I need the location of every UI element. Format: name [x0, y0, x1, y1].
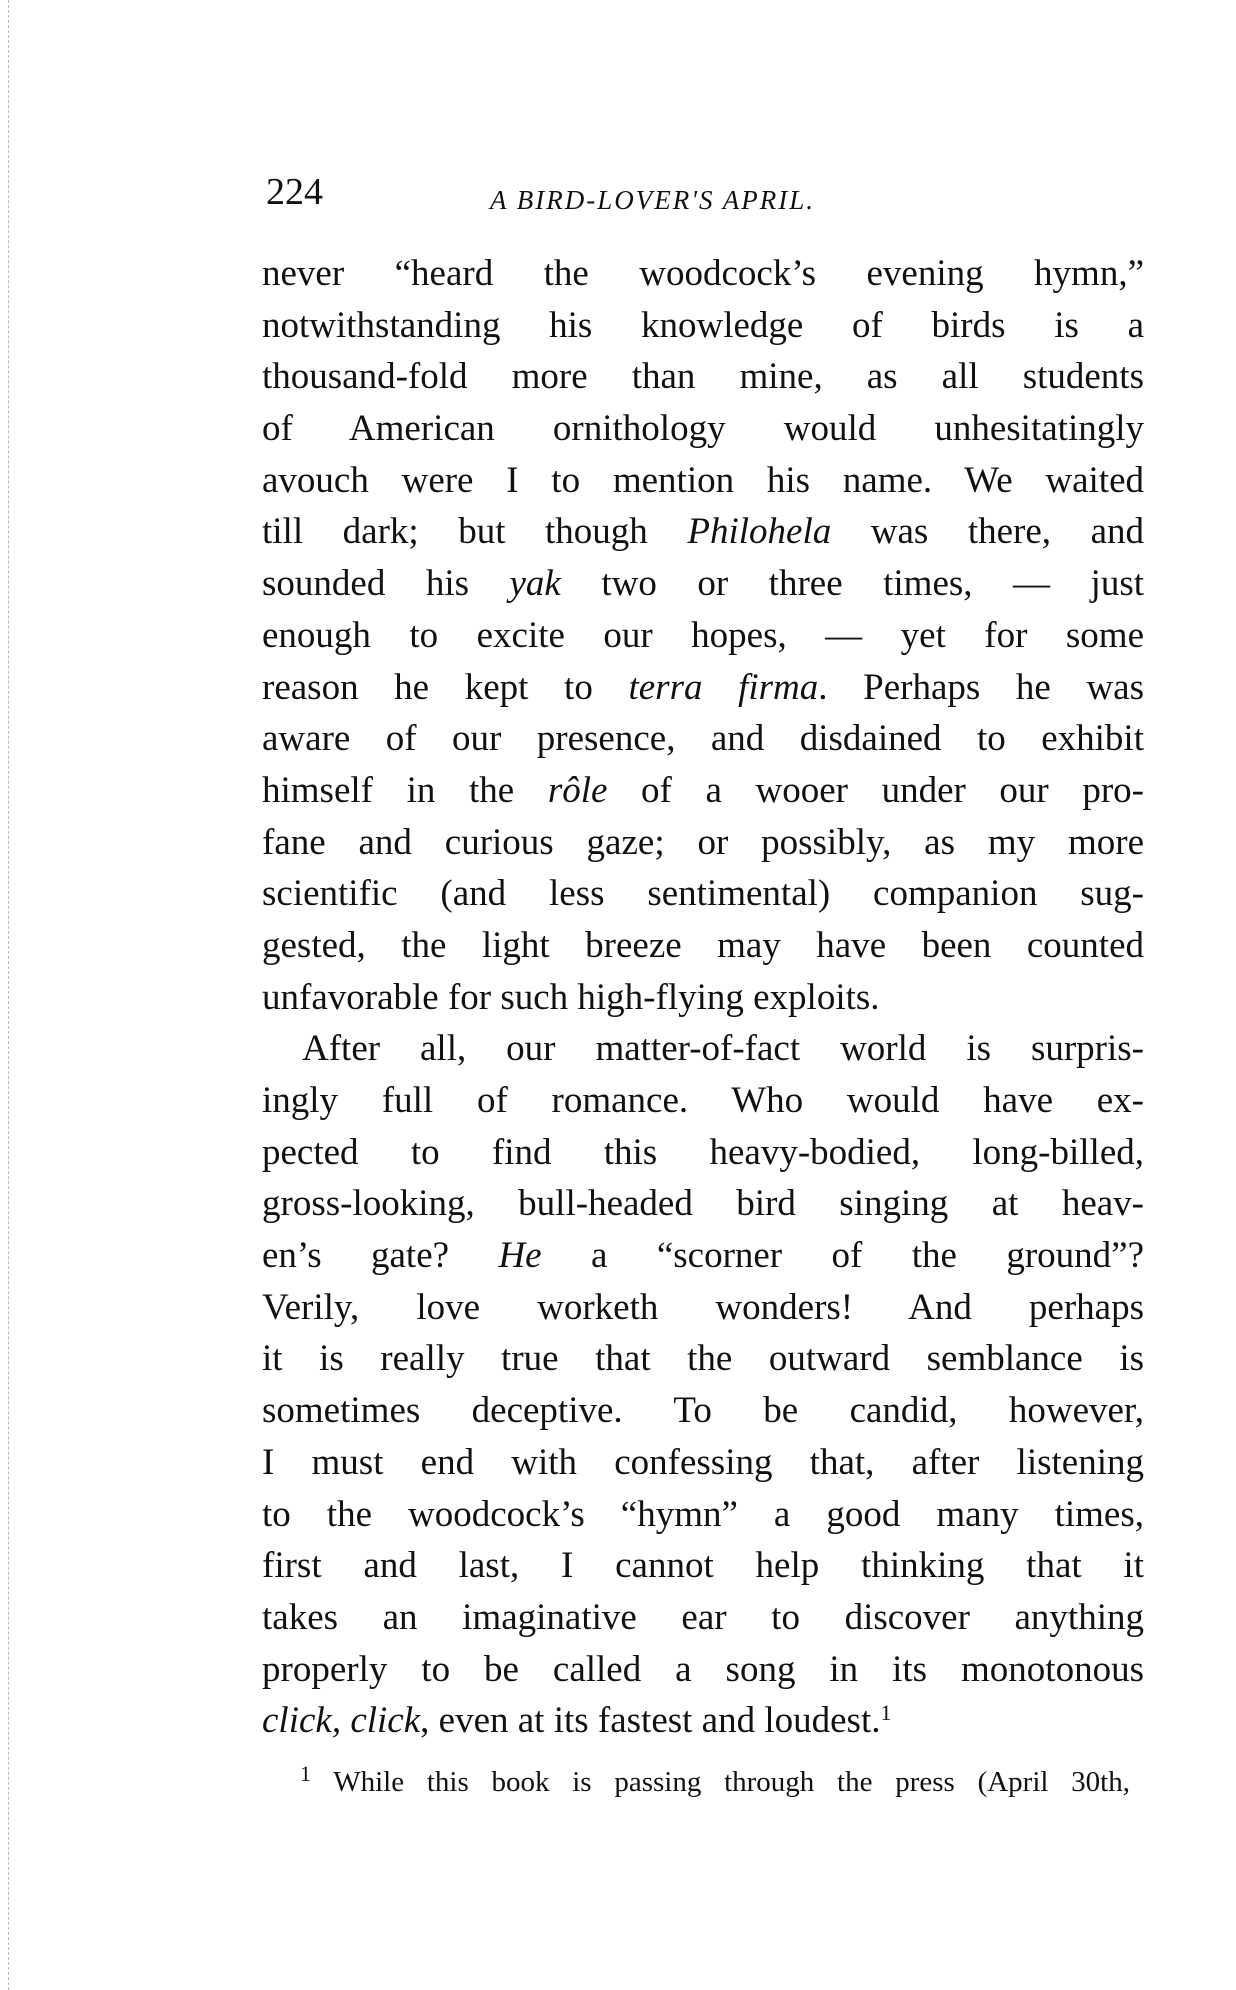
text-line — [262, 403, 1144, 455]
text-line — [262, 1075, 1144, 1127]
text-line — [262, 1178, 1144, 1230]
text-segment: fane and curious gaze; or possibly, as my more — [262, 821, 1144, 863]
text-line — [262, 1385, 1144, 1437]
text-line — [262, 920, 1144, 972]
italic-text: click, click — [262, 1700, 421, 1742]
text-line — [262, 1437, 1144, 1489]
text-line — [262, 1695, 1144, 1747]
text-segment: . Perhaps he was — [818, 666, 1144, 708]
text-segment: to the woodcock’s “hymn” a good many times, — [262, 1493, 1144, 1535]
running-title: A BIRD-LOVER'S APRIL. — [490, 185, 815, 215]
text-segment: reason he kept to — [262, 666, 629, 708]
text-line — [262, 558, 1144, 610]
italic-text: Philohela — [687, 511, 832, 553]
text-segment: ingly full of romance. Who would have ex- — [262, 1080, 1144, 1121]
text-segment: Verily, love worketh wonders! And perhaps — [262, 1286, 1144, 1328]
text-segment: two or three times, — just — [560, 563, 1144, 605]
text-line — [262, 1644, 1144, 1696]
text-segment: a “scorner of the ground”? — [541, 1235, 1144, 1277]
text-line — [262, 713, 1144, 765]
italic-text: rôle — [547, 769, 608, 811]
text-line — [262, 817, 1144, 869]
text-line — [262, 1489, 1144, 1541]
text-segment: sometimes deceptive. To be candid, however, — [262, 1390, 1144, 1432]
text-segment: of a wooer under our pro- — [607, 769, 1144, 811]
text-segment: notwithstanding his knowledge of birds is a — [262, 304, 1144, 346]
text-line — [262, 248, 1144, 300]
text-segment: takes an imaginative ear to discover anything — [262, 1596, 1144, 1638]
text-segment: himself in the — [262, 769, 548, 811]
text-segment: gested, the light breeze may have been counted — [262, 924, 1144, 966]
text-segment: en’s gate? — [262, 1235, 499, 1277]
text-segment: it is really true that the outward semblance is — [262, 1338, 1144, 1380]
text-segment: gross-looking, bull-headed bird singing at heav- — [262, 1183, 1144, 1225]
text-segment: till dark; but though — [262, 511, 688, 553]
text-line — [262, 972, 1144, 1024]
italic-text: He — [498, 1235, 542, 1277]
italic-text: yak — [509, 563, 561, 605]
footnote-marker: 1 — [300, 1761, 311, 1786]
text-line — [262, 506, 1144, 558]
text-segment: scientific (and less sentimental) companion sug- — [262, 873, 1144, 915]
text-segment: never “heard the woodcock’s evening hymn,” — [262, 253, 1144, 294]
text-line — [262, 1230, 1144, 1282]
text-segment: After all, our matter-of-fact world is surpris- — [302, 1028, 1144, 1070]
text-segment: thousand-fold more than mine, as all students — [262, 356, 1144, 398]
text-segment: of American ornithology would unhesitatingly — [262, 408, 1144, 450]
text-segment: pected to find this heavy-bodied, long-billed, — [262, 1131, 1144, 1173]
text-line — [262, 610, 1144, 662]
text-line — [262, 1127, 1144, 1179]
text-segment: first and last, I cannot help thinking that it — [262, 1545, 1144, 1587]
page-number: 224 — [266, 171, 323, 213]
text-segment: sounded his — [262, 563, 510, 605]
page-edge-scan-line — [8, 0, 9, 1990]
text-line — [262, 1540, 1144, 1592]
text-segment: was there, and — [831, 511, 1144, 553]
text-segment: I must end with confessing that, after listening — [262, 1441, 1144, 1483]
italic-text: terra firma — [628, 666, 819, 708]
body-text — [262, 248, 1144, 1747]
text-line — [262, 455, 1144, 507]
text-line — [262, 1333, 1144, 1385]
footnote — [300, 1760, 1130, 1804]
text-segment: , even at its fastest and loudest. — [420, 1700, 881, 1742]
text-line — [262, 662, 1144, 714]
text-line — [262, 765, 1144, 817]
text-segment: properly to be called a song in its monotonous — [262, 1648, 1144, 1690]
text-segment: enough to excite our hopes, — yet for some — [262, 614, 1144, 656]
text-line — [262, 300, 1144, 352]
text-segment: avouch were I to mention his name. We waited — [262, 459, 1144, 501]
text-segment: unfavorable for such high-flying exploits. — [262, 976, 880, 1018]
text-line — [262, 1023, 1144, 1075]
text-segment: aware of our presence, and disdained to exhibit — [262, 718, 1144, 760]
text-line — [262, 351, 1144, 403]
footnote-reference: 1 — [880, 1700, 892, 1726]
text-line — [262, 1282, 1144, 1334]
text-line — [262, 1592, 1144, 1644]
footnote-text: While this book is passing through the press (April 30th, — [333, 1766, 1130, 1798]
text-line — [262, 868, 1144, 920]
